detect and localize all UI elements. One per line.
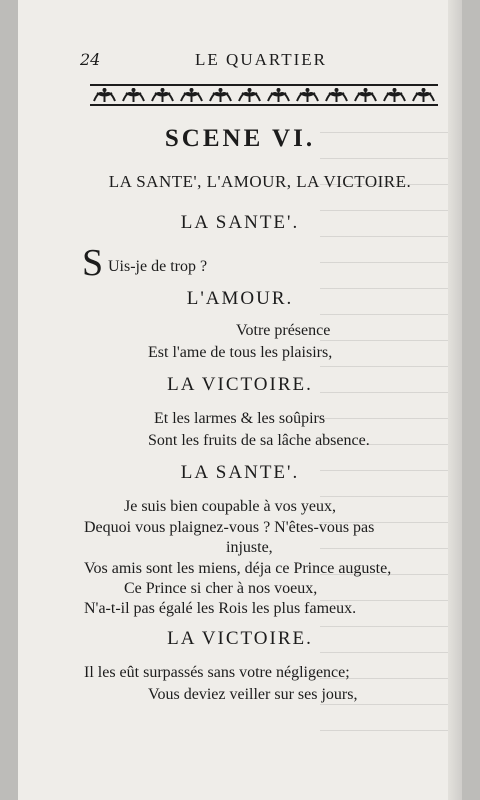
verse-line: Il les eût surpassés sans votre négligence; [84, 664, 350, 681]
ornament-unit-icon [355, 88, 376, 102]
ornament-unit-icon [239, 88, 260, 102]
verse-line: N'a-t-il pas égalé les Rois les plus fameux. [84, 600, 357, 617]
running-head: LE QUARTIER [195, 50, 327, 69]
drop-cap: S [82, 242, 104, 284]
ornament-unit-icon [297, 88, 318, 102]
ornament-band-icon [90, 84, 438, 106]
page-number: 24 [80, 50, 101, 69]
ornament-unit-icon [181, 88, 202, 102]
page-edge-shadow [448, 0, 462, 800]
ornament-unit-icon [413, 88, 434, 102]
speaker-name: LA SANTE'. [180, 462, 300, 483]
verse-line: Vos amis sont les miens, déja ce Prince auguste, [84, 560, 392, 577]
speaker-name: L'AMOUR. [186, 288, 294, 309]
ornament-unit-icon [268, 88, 289, 102]
cast-list: LA SANTE', L'AMOUR, LA VICTOIRE. [108, 172, 412, 191]
verse-line: Sont les fruits de sa lâche absence. [148, 432, 370, 449]
verse-line: Est l'ame de tous les plaisirs, [148, 344, 333, 361]
verse-line: Je suis bien coupable à vos yeux, [124, 498, 336, 515]
page-header [76, 50, 446, 72]
book-page [18, 0, 462, 800]
ornament-unit-icon [94, 88, 115, 102]
verse-line: Uis-je de trop ? [108, 258, 208, 275]
speaker-name: LA VICTOIRE. [167, 374, 313, 395]
ornament-unit-icon [152, 88, 173, 102]
verse-line: Vous deviez veiller sur ses jours, [148, 686, 358, 703]
ornament-unit-icon [384, 88, 405, 102]
speaker-name: LA SANTE'. [180, 212, 300, 233]
ornament-unit-icon [210, 88, 231, 102]
verse-line: Et les larmes & les soûpirs [154, 410, 326, 427]
verse-line: Dequoi vous plaignez-vous ? N'êtes-vous pas [84, 519, 375, 536]
verse-line: Votre présence [236, 322, 331, 339]
ornament-unit-icon [326, 88, 347, 102]
verse-line: injuste, [226, 539, 273, 556]
speaker-name: LA VICTOIRE. [167, 628, 313, 649]
scene-title: SCENE VI. [164, 125, 316, 152]
verse-line: Ce Prince si cher à nos voeux, [124, 580, 318, 597]
ornament-unit-icon [123, 88, 144, 102]
